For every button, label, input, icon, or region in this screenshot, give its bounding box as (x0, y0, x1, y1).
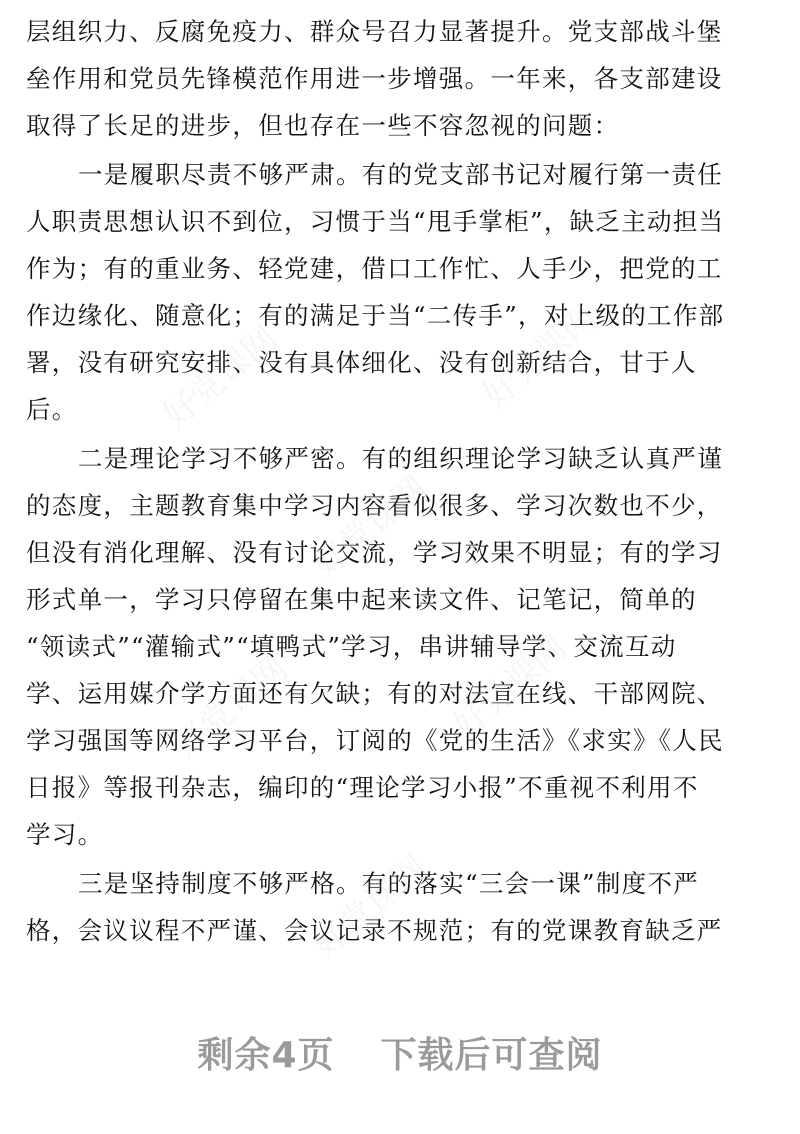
paragraph-intro: 层组织力、反腐免疫力、群众号召力显著提升。党支部战斗堡 垒作用和党员先锋模范作用进一步增强。一年来，各支部建设 取得了长足的进步，但也存在一些不容忽视的问题： (26, 17, 723, 140)
watermark-5: 好党课网 (445, 628, 576, 747)
paragraph-point-3: 三是坚持制度不够严格。有的落实“三会一课”制度不严 格，会议议程不严谨、会议记录不规范；有的党课教育缺乏严 (26, 869, 723, 945)
document-body (26, 0, 776, 954)
watermark-2: 好党课网 (475, 298, 606, 417)
watermark-3: 好党课网 (305, 468, 436, 587)
download-hint-label: 下载后可查阅 (380, 1035, 603, 1076)
watermark-1: 好党课网 (155, 318, 286, 437)
watermark-6: 好党课网 (305, 848, 436, 967)
download-prompt-banner (0, 1027, 800, 1078)
paragraph-point-2: 二是理论学习不够严密。有的组织理论学习缺乏认真严谨 的态度，主题教育集中学习内容看似很多、学习次数也不少， 但没有消化理解、没有讨论交流，学习效果不明显；有的学习 形式单一，学习只停留在集中起来读文件、记笔记，简单的 “领读式”“灌输式”“填鸭式”学习，串讲辅导学、交流互动 学、运用媒介学方面还有欠缺；有的对法宣在线、干部网院、 学习强国等网络学习平台，订阅的《党的生活》《求实》《人民 日报》等报刊杂志，编印的“理论学习小报”不重视不利用不 学习。 (26, 444, 724, 849)
watermark-4: 好党课网 (165, 648, 296, 767)
paragraph-point-1: 一是履职尽责不够严肃。有的党支部书记对履行第一责任 人职责思想认识不到位，习惯于当“甩手掌柜”，缺乏主动担当 作为；有的重业务、轻党建，借口工作忙、人手少，把党的工 作边缘化、随意化；有的满足于当“二传手”，对上级的工作部 署，没有研究安排、没有具体细化、没有创新结合，甘于人 后。 (26, 160, 725, 424)
remaining-pages-label: 剩余4页 (197, 1035, 335, 1076)
